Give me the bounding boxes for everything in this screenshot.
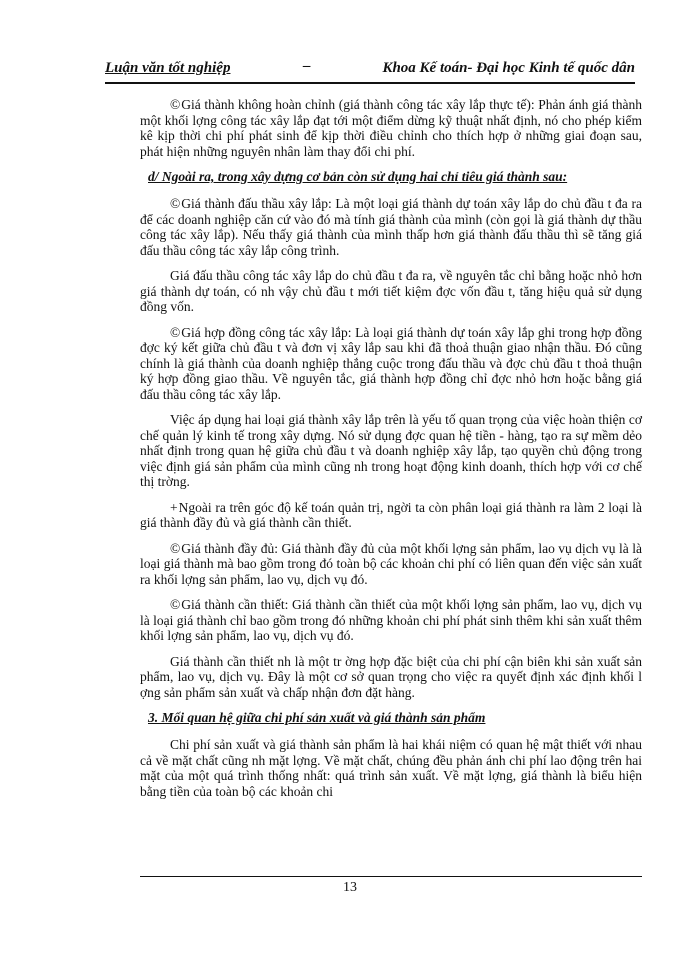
plus-bullet: + (170, 499, 178, 515)
header-dash: – (303, 58, 311, 74)
document-body (140, 97, 642, 809)
header-faculty: Khoa Kế toán- Đại học Kinh tế quốc dân (382, 60, 635, 76)
copyright-bullet: © (170, 196, 181, 211)
heading-d: d/ Ngoài ra, trong xây dựng cơ bản còn sử dụng hai chỉ tiêu giá thành sau: (148, 169, 568, 184)
header-thesis-title: Luận văn tốt nghiệp (105, 60, 231, 76)
footer-divider (140, 876, 642, 877)
paragraph-bid-price: Giá đấu thầu công tác xây lắp do chủ đầu t đa ra, về nguyên tắc chỉ bằng hoặc nhỏ hơn giá thành dự toán, có nh vậy chủ đầu t mới tiết kiệm đợc vốn đầu t, tăng hiệu quả sử dụng đồng vốn. (140, 268, 642, 314)
paragraph-text: Giá thành đầy đủ: Giá thành đầy đủ của một khối lợng sản phẩm, lao vụ dịch vụ là là loại giá thành mà bao gồm trong đó toàn bộ các khoản chi phí có liên quan đến việc sản xuất ra khối lợng sản phẩm, lao vụ, dịch vụ đó. (140, 540, 642, 587)
paragraph-text: Giá hợp đồng công tác xây lắp: Là loại giá thành dự toán xây lắp ghi trong hợp đồng đợc ký kết giữa chủ đầu t và đơn vị xây lắp sau khi đã thoả thuận giao nhận thầu. Đó cũng chính là giá thành của doanh nghiệp thắng cuộc trong đấu thầu và đợc chủ đầu t thoả thuận ký hợp đồng giao thầu. Về nguyên tắc, giá thành hợp đồng chỉ đợc nhỏ hơn hoặc bằng giá đấu thầu công tác xây lắp. (140, 324, 642, 402)
copyright-bullet: © (170, 597, 181, 612)
copyright-bullet: © (170, 97, 181, 112)
paragraph-contract-cost (140, 325, 642, 403)
paragraph-full-cost (140, 541, 642, 588)
paragraph-management-accounting (140, 500, 642, 531)
paragraph-relationship: Chi phí sản xuất và giá thành sản phẩm là hai khái niệm có quan hệ mật thiết với nhau cả về mặt chất cũng nh mặt lợng. Về mặt chất, chúng đều phản ánh chi phí lao động trên hai mặt của một quá trình thống nhất: quá trình sản xuất. Về mặt lợng, giá thành là biểu hiện bằng tiền của toàn bộ các khoản chi (140, 737, 642, 799)
paragraph-text: Giá thành không hoàn chỉnh (giá thành công tác xây lắp thực tế): Phản ánh giá thành một khối lợng công tác xây lắp đạt tới một điểm dừng kỹ thuật nhất định, nó cho phép kiểm kê kịp thời chi phí phát sinh để kịp thời điều chỉnh cho thích hợp ở những giai đoạn sau, phát hiện những nguyên nhân làm thay đổi chi phí. (140, 97, 642, 159)
paragraph-incomplete-cost (140, 97, 642, 159)
copyright-bullet: © (170, 324, 181, 340)
paragraph-text: Ngoài ra trên góc độ kế toán quản trị, ngời ta còn phân loại giá thành ra làm 2 loại là giá thành đầy đủ và giá thành cần thiết. (140, 499, 642, 530)
copyright-bullet: © (170, 540, 181, 556)
paragraph-necessary-cost (140, 597, 642, 644)
page-number: 13 (343, 880, 357, 895)
page-header (105, 58, 635, 84)
heading-section-3: 3. Mối quan hệ giữa chi phí sản xuất và giá thành sản phẩm (148, 710, 486, 725)
paragraph-marginal-cost: Giá thành cần thiết nh là một tr ờng hợp đặc biệt của chi phí cận biên khi sản xuất sản phẩm, lao vụ, dịch vụ. Đây là một cơ sở quan trọng cho việc ra quyết định xác định khối l ợng sản phẩm sản xuất và chấp nhận đơn đặt hàng. (140, 653, 642, 700)
paragraph-bid-cost (140, 196, 642, 258)
paragraph-application: Việc áp dụng hai loại giá thành xây lắp trên là yếu tố quan trọng của việc hoàn thiện cơ chế quản lý kinh tế trong xây dựng. Nó sử dụng đợc quan hệ tiền - hàng, tạo ra sự mềm dẻo nhất định trong quan hệ giữa chủ đầu t và doanh nghiệp xây lắp, tạo quyền chủ động trong việc định giá sản phẩm của mình cũng nh trong hoạt động kinh doanh, thích hợp với cơ chế thị trờng. (140, 412, 642, 489)
paragraph-text: Giá thành cần thiết: Giá thành cần thiết của một khối lợng sản phẩm, lao vụ, dịch vụ là loại giá thành chỉ bao gồm trong đó những khoản chi phí phát sinh thêm khi sản xuất thêm khối lợng sản phẩm, lao vụ, dịch vụ đó. (140, 597, 642, 643)
paragraph-text: Giá thành đấu thầu xây lắp: Là một loại giá thành dự toán xây lắp do chủ đầu t đa ra để các doanh nghiệp căn cứ vào đó mà tính giá thành của mình (còn gọi là giá thành dự thầu công tác xây lắp). Nếu thấy giá thành của mình thấp hơn giá thành đấu thầu thì sẽ tăng giá đấu thầu công tác xây lắp công trình. (140, 196, 642, 258)
